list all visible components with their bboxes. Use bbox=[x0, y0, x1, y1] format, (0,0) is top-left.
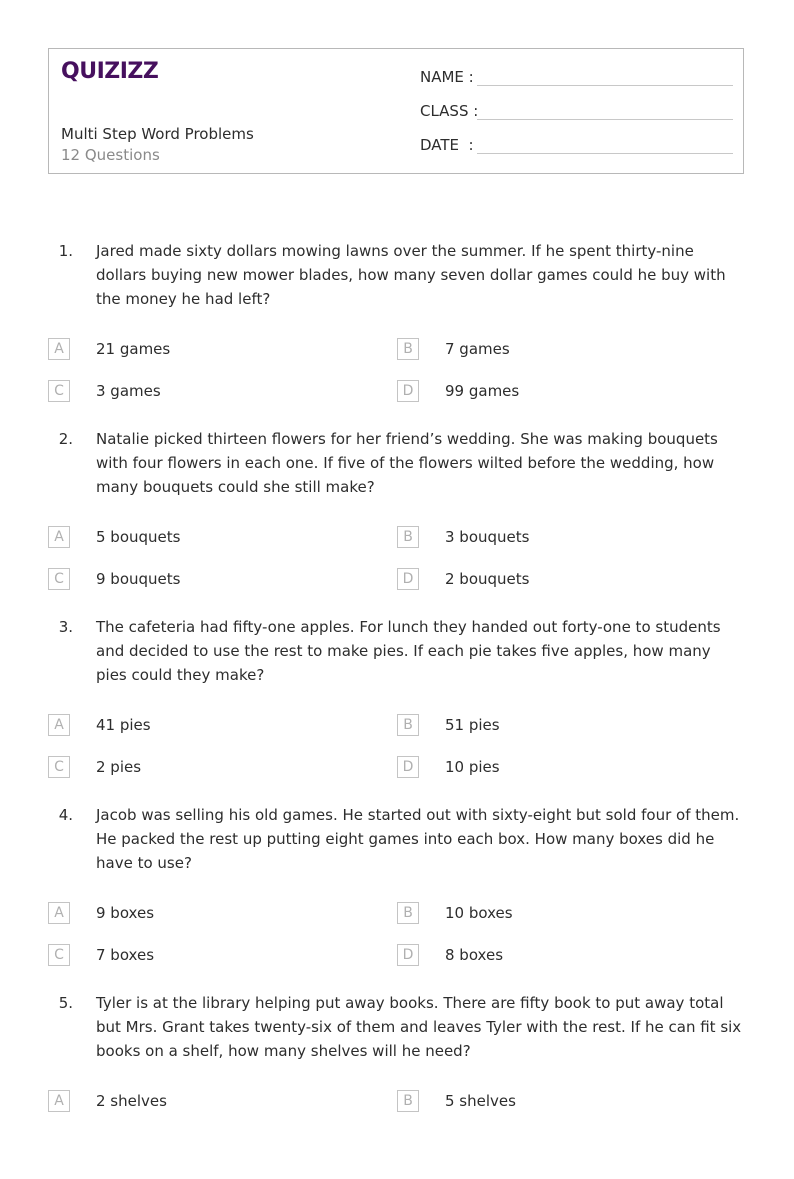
option-letter-box: C bbox=[48, 568, 70, 590]
option-text: 21 games bbox=[96, 340, 171, 358]
option-letter-box: D bbox=[397, 944, 419, 966]
option-letter-box: B bbox=[397, 338, 419, 360]
option-text: 3 bouquets bbox=[445, 528, 530, 546]
date-line bbox=[477, 153, 733, 154]
worksheet-header bbox=[48, 48, 744, 174]
name-label: NAME : bbox=[420, 68, 474, 86]
quizizz-logo: QUIZIZZ bbox=[61, 59, 159, 84]
date-label: DATE : bbox=[420, 136, 474, 154]
option-letter-box: A bbox=[48, 526, 70, 548]
option-text: 2 shelves bbox=[96, 1092, 167, 1110]
option-text: 3 games bbox=[96, 382, 161, 400]
class-line bbox=[477, 119, 733, 120]
class-label: CLASS : bbox=[420, 102, 479, 120]
question-number: 4. bbox=[58, 806, 73, 824]
option-text: 2 pies bbox=[96, 758, 142, 776]
question bbox=[0, 615, 794, 803]
option-text: 99 games bbox=[445, 382, 520, 400]
option-letter-box: A bbox=[48, 338, 70, 360]
question-text: The cafeteria had fifty-one apples. For lunch they handed out forty-one to students and decided to use the rest to make pies. If each pie takes five apples, how many pies could they make? bbox=[96, 618, 721, 684]
option-letter-box: D bbox=[397, 756, 419, 778]
question-text: Jared made sixty dollars mowing lawns over the summer. If he spent thirty-nine dollars buying new mower blades, how many seven dollar games could he buy with the money he had left? bbox=[96, 242, 726, 308]
name-field[interactable] bbox=[420, 66, 733, 90]
question-number: 3. bbox=[58, 618, 73, 636]
option-letter-box: A bbox=[48, 902, 70, 924]
option-letter-box: B bbox=[397, 902, 419, 924]
question bbox=[0, 803, 794, 991]
option-letter-box: D bbox=[397, 380, 419, 402]
question-text: Jacob was selling his old games. He started out with sixty-eight but sold four of them. He packed the rest up putting eight games into each box. How many boxes did he have to use? bbox=[96, 806, 740, 872]
question bbox=[0, 991, 794, 1179]
option-letter-box: B bbox=[397, 1090, 419, 1112]
option-text: 2 bouquets bbox=[445, 570, 530, 588]
option-text: 9 boxes bbox=[96, 904, 155, 922]
option-text: 5 bouquets bbox=[96, 528, 181, 546]
question-text: Natalie picked thirteen flowers for her friend’s wedding. She was making bouquets with four flowers in each one. If five of the flowers wilted before the wedding, how many bouquets could she still make? bbox=[96, 430, 718, 496]
option-text: 5 shelves bbox=[445, 1092, 516, 1110]
option-letter-box: D bbox=[397, 568, 419, 590]
option-letter-box: C bbox=[48, 944, 70, 966]
option-letter-box: A bbox=[48, 1090, 70, 1112]
option-text: 41 pies bbox=[96, 716, 151, 734]
option-text: 10 boxes bbox=[445, 904, 513, 922]
question-list bbox=[0, 239, 794, 1179]
option-letter-box: C bbox=[48, 756, 70, 778]
option-letter-box: C bbox=[48, 380, 70, 402]
option-letter-box: A bbox=[48, 714, 70, 736]
name-line bbox=[477, 85, 733, 86]
option-text: 8 boxes bbox=[445, 946, 504, 964]
option-letter-box: B bbox=[397, 714, 419, 736]
class-field[interactable] bbox=[420, 100, 733, 124]
worksheet-title: Multi Step Word Problems bbox=[61, 125, 254, 143]
question-number: 2. bbox=[58, 430, 73, 448]
option-text: 7 games bbox=[445, 340, 510, 358]
question-number: 1. bbox=[58, 242, 73, 260]
option-text: 51 pies bbox=[445, 716, 500, 734]
option-text: 10 pies bbox=[445, 758, 500, 776]
option-letter-box: B bbox=[397, 526, 419, 548]
question bbox=[0, 427, 794, 615]
question-count: 12 Questions bbox=[61, 146, 160, 164]
date-field[interactable] bbox=[420, 134, 733, 158]
question-number: 5. bbox=[58, 994, 73, 1012]
option-text: 9 bouquets bbox=[96, 570, 181, 588]
question-text: Tyler is at the library helping put away books. There are fifty book to put away total but Mrs. Grant takes twenty-six of them and leaves Tyler with the rest. If he can fit six books on a shelf, how many shelves will he need? bbox=[96, 994, 742, 1060]
option-text: 7 boxes bbox=[96, 946, 155, 964]
question bbox=[0, 239, 794, 427]
